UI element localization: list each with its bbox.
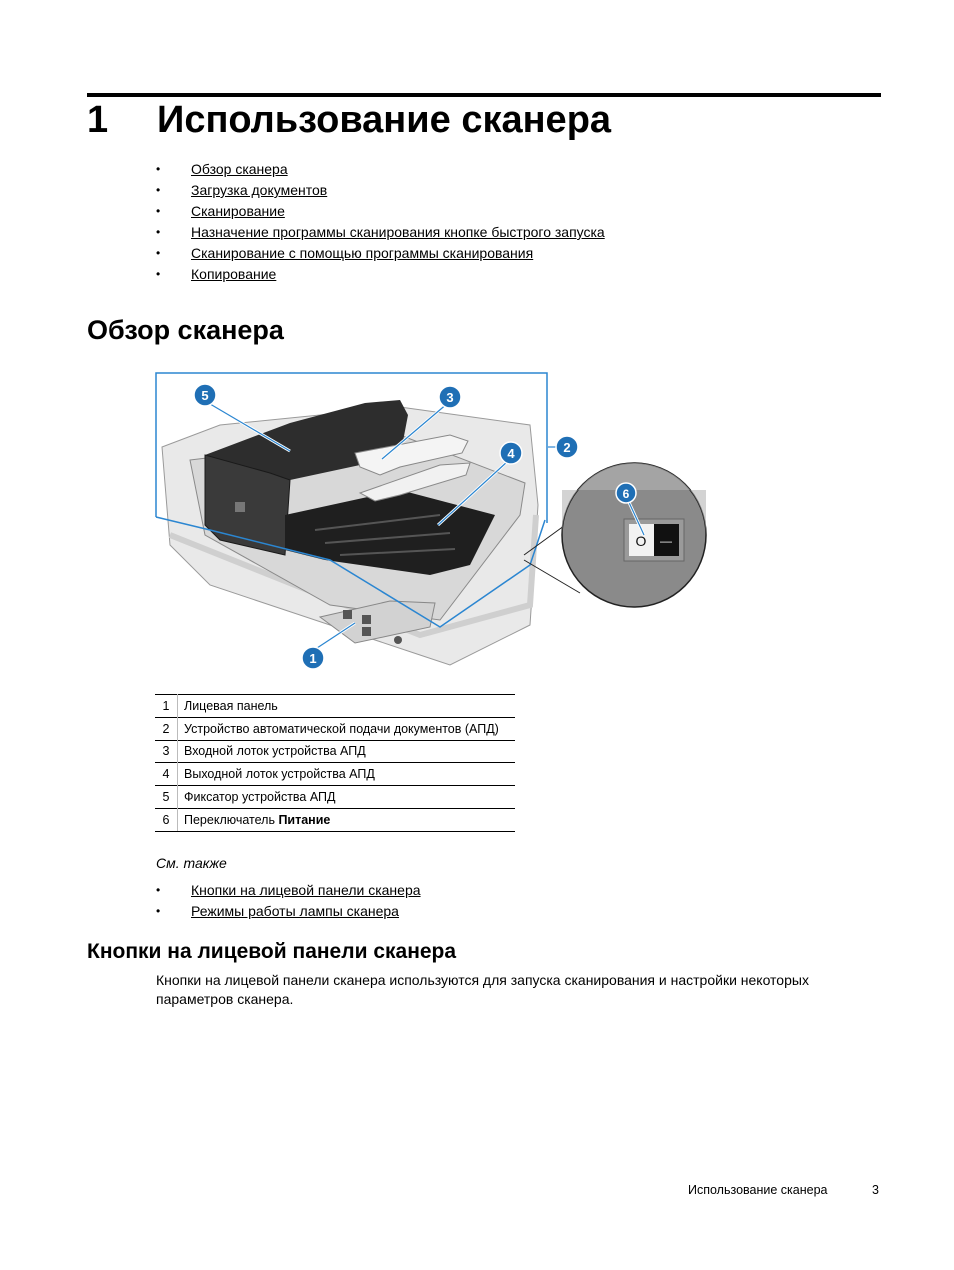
legend-text: Выходной лоток устройства АПД xyxy=(178,763,516,786)
table-row xyxy=(155,695,515,718)
callout-1 xyxy=(302,647,324,669)
bullet: • xyxy=(156,225,161,239)
callout-3 xyxy=(439,386,461,408)
bullet: • xyxy=(156,183,161,197)
see-also-label: См. также xyxy=(156,855,227,871)
bullet: • xyxy=(156,162,161,176)
legend-text-plain: Переключатель xyxy=(184,812,279,827)
toc-item xyxy=(156,159,605,180)
scanner-illustration xyxy=(150,365,710,687)
list-item xyxy=(156,880,421,901)
svg-text:3: 3 xyxy=(446,390,454,405)
bullet: • xyxy=(156,904,161,918)
callout-4 xyxy=(500,442,522,464)
scanner-figure xyxy=(150,365,710,687)
chapter-title: Использование сканера xyxy=(157,99,612,141)
table-row xyxy=(155,717,515,740)
body-paragraph: Кнопки на лицевой панели сканера используются для запуска сканирования и настройки некоторых параметров сканера. xyxy=(156,972,809,1007)
see-also-link-lamp-modes[interactable]: Режимы работы лампы сканера xyxy=(191,903,399,919)
section-title: Обзор сканера xyxy=(87,315,284,345)
bullet: • xyxy=(156,246,161,260)
legend-number: 6 xyxy=(155,808,178,831)
toc-item xyxy=(156,222,605,243)
toc-link-copying[interactable]: Копирование xyxy=(191,266,277,282)
legend-number: 1 xyxy=(155,695,178,718)
toc-item xyxy=(156,180,605,201)
svg-text:5: 5 xyxy=(201,388,209,403)
list-item xyxy=(156,901,421,922)
page-number: 3 xyxy=(872,1183,879,1197)
callout-2 xyxy=(556,436,578,458)
footer-title: Использование сканера xyxy=(688,1183,828,1197)
legend-text: Лицевая панель xyxy=(178,695,516,718)
toc-link-assign-program[interactable]: Назначение программы сканирования кнопке быстрого запуска xyxy=(191,224,605,240)
svg-text:1: 1 xyxy=(309,651,317,666)
see-also-list xyxy=(156,880,421,922)
callout-5 xyxy=(194,384,216,406)
toc-item xyxy=(156,201,605,222)
svg-text:6: 6 xyxy=(622,487,630,501)
bullet: • xyxy=(156,204,161,218)
toc-link-scan-software[interactable]: Сканирование с помощью программы сканирования xyxy=(191,245,534,261)
subsection-title: Кнопки на лицевой панели сканера xyxy=(87,940,457,963)
bullet: • xyxy=(156,883,161,897)
toc-link-loading[interactable]: Загрузка документов xyxy=(191,182,328,198)
table-row xyxy=(155,763,515,786)
power-switch-on-symbol: — xyxy=(660,534,672,548)
toc-item xyxy=(156,243,605,264)
svg-text:2: 2 xyxy=(563,440,571,455)
legend-text: Входной лоток устройства АПД xyxy=(178,740,516,763)
table-row xyxy=(155,808,515,831)
hp-logo-icon xyxy=(235,502,245,512)
legend-number: 2 xyxy=(155,717,178,740)
power-switch-off-symbol: O xyxy=(635,533,647,549)
bullet: • xyxy=(156,267,161,281)
legend-text: Фиксатор устройства АПД xyxy=(178,786,516,809)
legend-number: 4 xyxy=(155,763,178,786)
callout-6 xyxy=(616,483,636,503)
legend-number: 5 xyxy=(155,786,178,809)
svg-text:4: 4 xyxy=(507,446,515,461)
legend-table xyxy=(155,694,515,832)
table-row xyxy=(155,786,515,809)
legend-text-bold: Питание xyxy=(278,812,331,827)
toc-link-overview[interactable]: Обзор сканера xyxy=(191,161,288,177)
toc-link-scanning[interactable]: Сканирование xyxy=(191,203,285,219)
legend-text: Устройство автоматической подачи документов (АПД) xyxy=(178,717,516,740)
table-row xyxy=(155,740,515,763)
legend-text xyxy=(178,808,516,831)
see-also-link-front-panel[interactable]: Кнопки на лицевой панели сканера xyxy=(191,882,421,898)
chapter-toc xyxy=(156,159,605,285)
toc-item xyxy=(156,264,605,285)
legend-number: 3 xyxy=(155,740,178,763)
chapter-number: 1 xyxy=(87,99,109,141)
